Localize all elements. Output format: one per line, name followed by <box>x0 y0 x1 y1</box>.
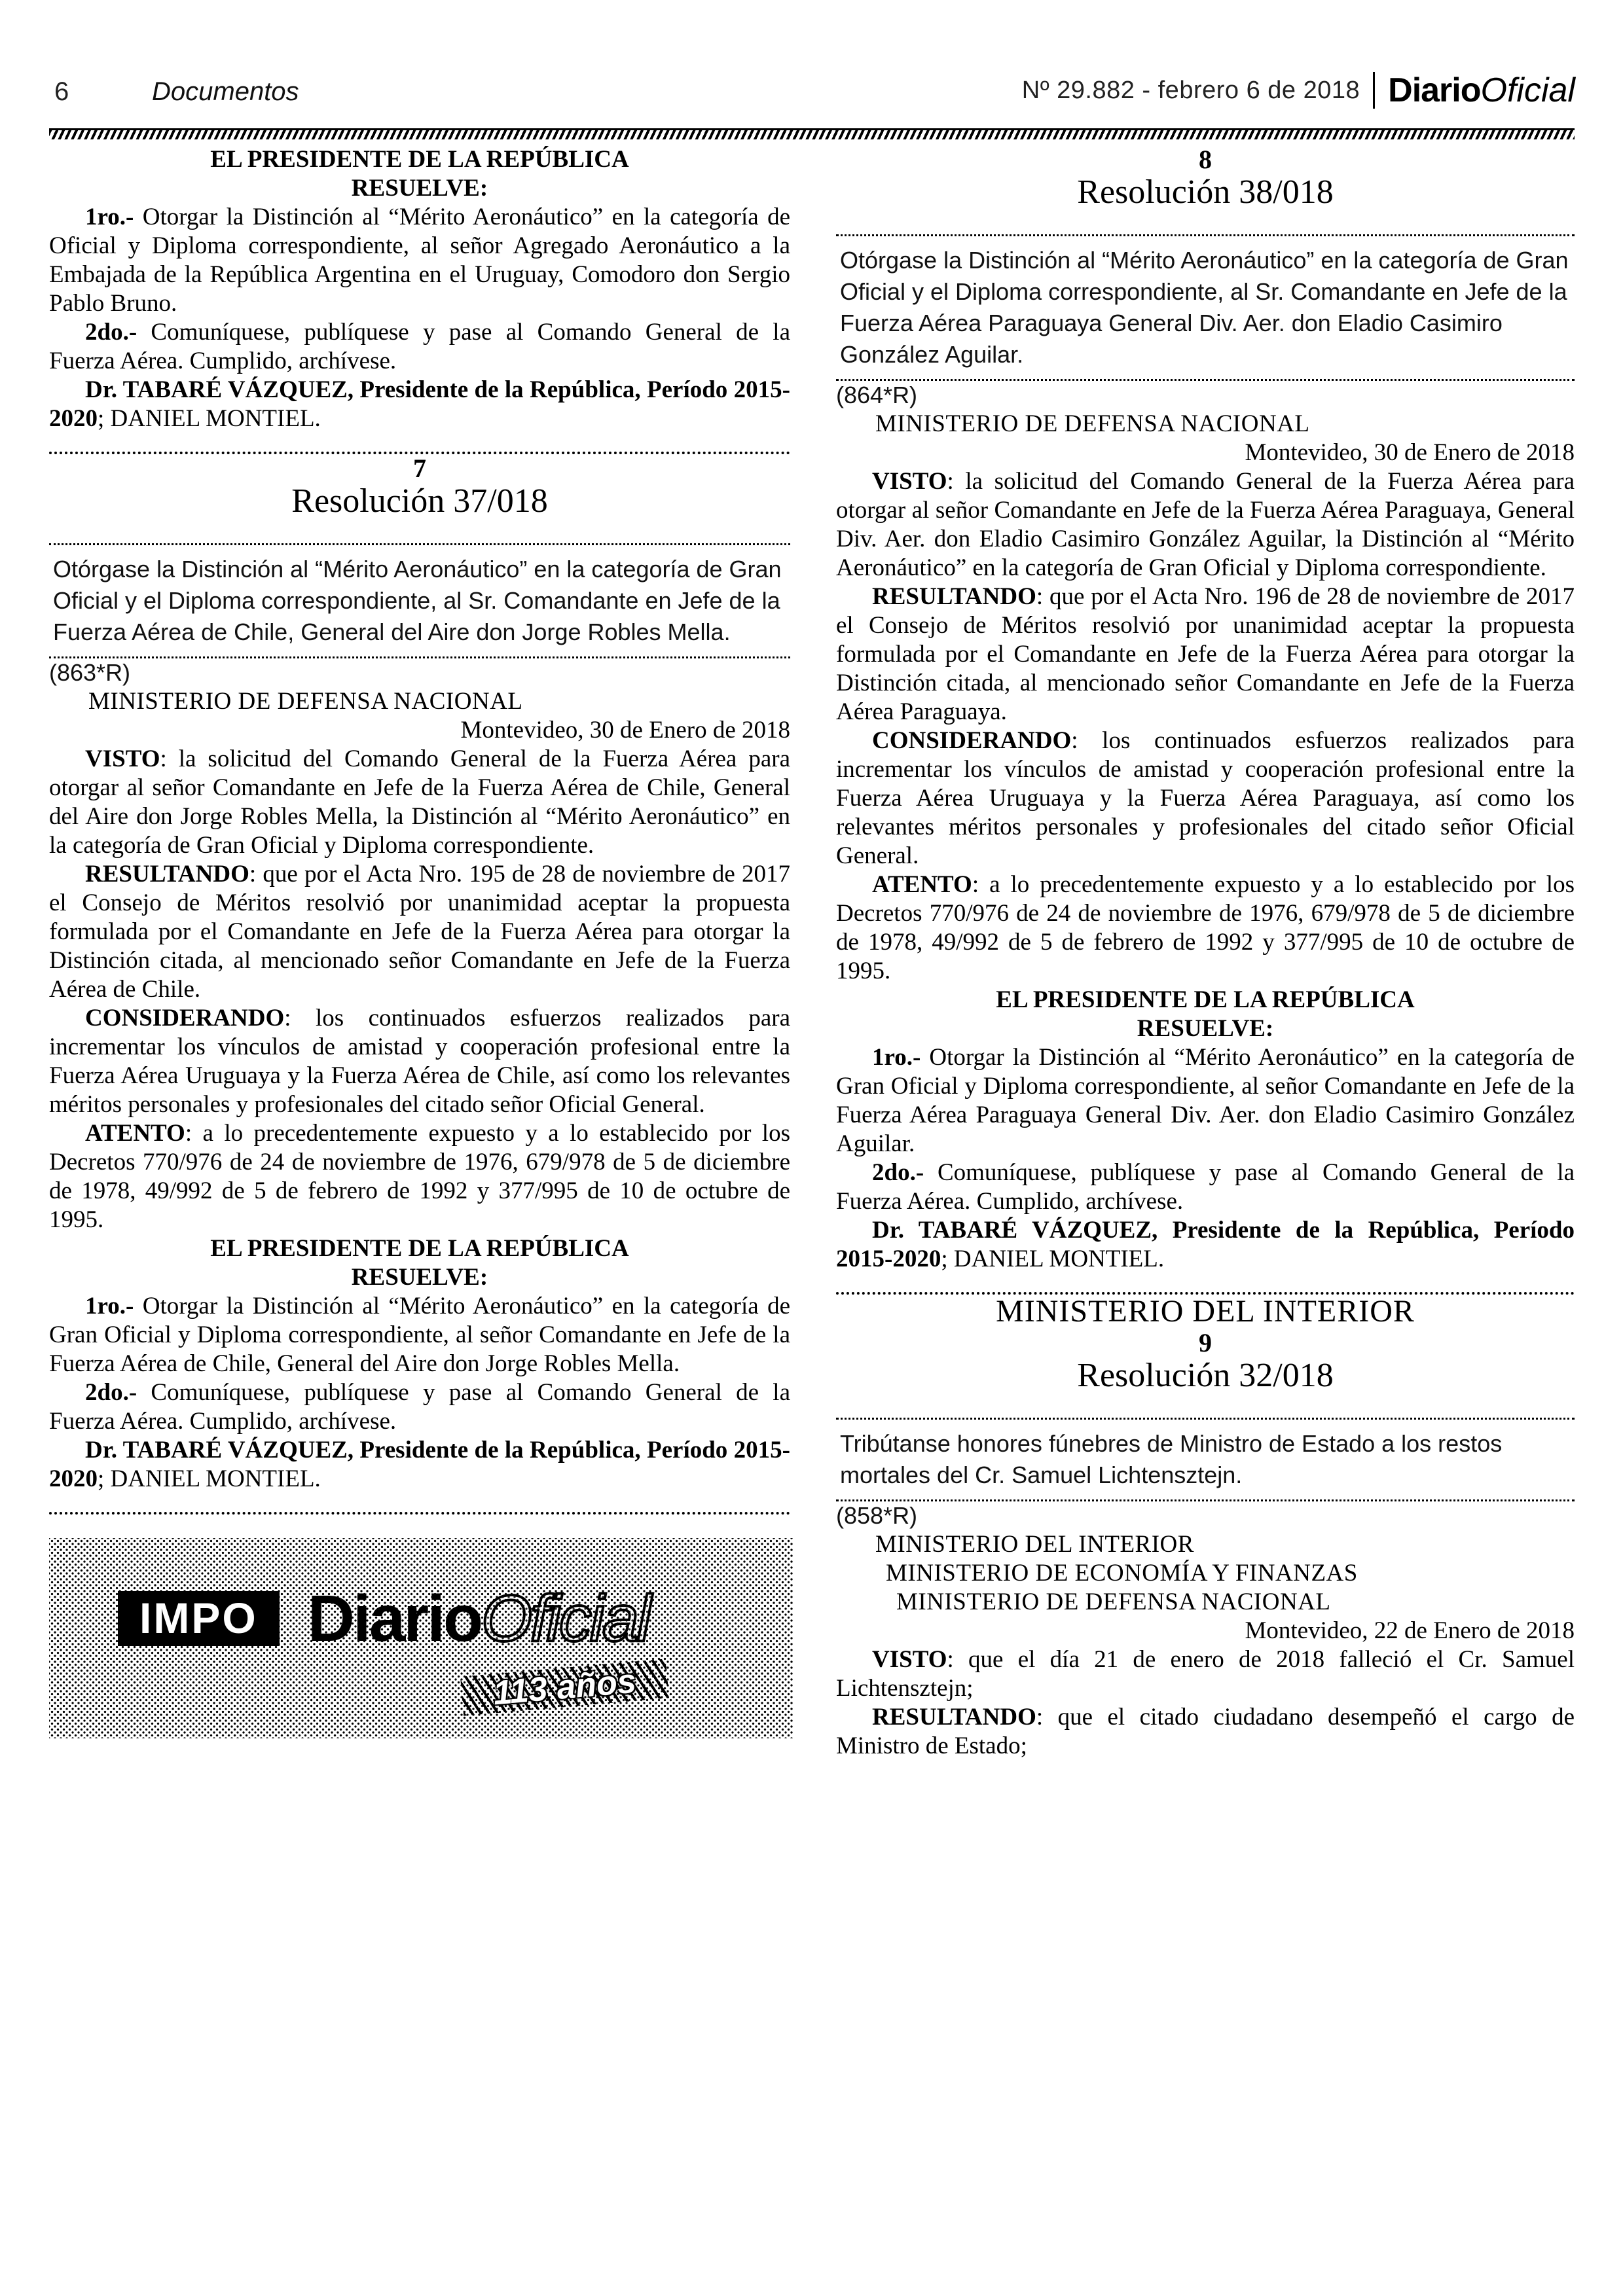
paragraph-text: Otorgar la Distinción al “Mérito Aeronáutico” en la categoría de Gran Oficial y Diploma correspondiente, al señor Comandante en Jefe de la Fuerza Aérea de Chile, General del Aire don Jorge Robles Mella. <box>49 1293 790 1377</box>
paragraph-text: : la solicitud del Comando General de la Fuerza Aérea para otorgar al señor Comandante en Jefe de la Fuerza Aérea Paraguaya, General Div. Aer. don Eladio Casimiro González Aguilar, la Distinción al “Mérito Aeronáutico” en la categoría de Gran Oficial y Diploma correspondiente. <box>836 468 1575 581</box>
paragraph-lead: 2do.- <box>85 1379 137 1406</box>
signature-bold: Dr. TABARÉ VÁZQUEZ, Presidente de la República, Período 2015-2020 <box>49 1437 790 1492</box>
resolution-number: 9 <box>1199 1328 1212 1357</box>
pres-heading: EL PRESIDENTE DE LA REPÚBLICA <box>210 1235 629 1262</box>
ad-anniversary: 113 años <box>460 1659 669 1715</box>
reference-code: (864*R) <box>836 382 918 408</box>
paragraph-lead: 2do.- <box>85 319 137 346</box>
resultando-paragraph <box>49 860 790 1004</box>
issue-info: Nº 29.882 - febrero 6 de 2018 <box>1021 76 1360 104</box>
resolution-title: Resolución 38/018 <box>1077 173 1334 211</box>
paragraph-lead: ATENTO <box>85 1120 185 1147</box>
atento-paragraph <box>49 1119 790 1234</box>
paragraph-lead: CONSIDERANDO <box>85 1005 285 1031</box>
page-number: 6 <box>54 77 69 106</box>
paragraph-text: Comuníquese, publíquese y pase al Comando General de la Fuerza Aérea. Cumplido, archívese. <box>49 319 790 374</box>
paragraph-lead: ATENTO <box>872 871 972 898</box>
visto-paragraph <box>836 1645 1575 1703</box>
paragraph-2do <box>49 1378 790 1436</box>
visto-paragraph <box>49 745 790 860</box>
resultando-paragraph <box>836 1703 1575 1761</box>
rope-divider <box>49 128 1575 139</box>
paragraph-text: : que el día 21 de enero de 2018 falleció el Cr. Samuel Lichtensztejn; <box>836 1646 1575 1702</box>
atento-paragraph <box>836 870 1575 986</box>
section-separator <box>49 1512 790 1515</box>
paragraph-text: Otorgar la Distinción al “Mérito Aeronáutico” en la categoría de Gran Oficial y Diploma correspondiente, al señor Comandante en Jefe de la Fuerza Aérea Paraguaya General Div. Aer. don Eladio Casimiro González Aguilar. <box>836 1044 1575 1157</box>
resolution-title: Resolución 37/018 <box>291 482 548 520</box>
paragraph-lead: 2do.- <box>872 1159 924 1186</box>
signature <box>49 376 790 433</box>
paragraph-lead: VISTO <box>872 468 947 495</box>
resuelve-heading: RESUELVE: <box>351 1264 488 1291</box>
ministry-line: MINISTERIO DE DEFENSA NACIONAL <box>88 688 523 715</box>
considerando-paragraph <box>49 1004 790 1119</box>
dateline: Montevideo, 30 de Enero de 2018 <box>460 717 790 744</box>
pres-heading: EL PRESIDENTE DE LA REPÚBLICA <box>996 986 1415 1013</box>
paragraph-1ro <box>49 1292 790 1378</box>
paragraph-text: Comuníquese, publíquese y pase al Comando General de la Fuerza Aérea. Cumplido, archívese. <box>49 1379 790 1435</box>
paragraph-text: Otorgar la Distinción al “Mérito Aeronáutico” en la categoría de Oficial y Diploma correspondiente, al señor Agregado Aeronáutico a la Embajada de la República Argentina en el Uruguay, Comodoro don Sergio Pablo Bruno. <box>49 204 790 317</box>
brand-logo <box>1388 71 1575 110</box>
paragraph-text: : que por el Acta Nro. 195 de 28 de noviembre de 2017 el Consejo de Méritos resolvió por unanimidad aceptar la propuesta formulada por el Comandante en Jefe de la Fuerza Aérea para otorgar la Distinción citada, al mencionado señor Comandante en Jefe de la Fuerza Aérea de Chile. <box>49 861 790 1003</box>
paragraph-lead: 1ro.- <box>872 1044 921 1071</box>
paragraph-text: : los continuados esfuerzos realizados para incrementar los vínculos de amistad y cooperación profesional entre la Fuerza Aérea Uruguaya y la Fuerza Aérea de Chile, así como los relevantes méritos personales y profesionales del citado señor Oficial General. <box>49 1005 790 1118</box>
dateline: Montevideo, 22 de Enero de 2018 <box>1245 1617 1575 1644</box>
brand-bold: Diario <box>1388 71 1481 109</box>
paragraph-text: : a lo precedentemente expuesto y a lo establecido por los Decretos 770/976 de 24 de noviembre de 1976, 679/978 de 5 de diciembre de 1978, 49/992 de 5 de febrero de 1992 y 377/995 de 10 de octubre de 1995. <box>49 1120 790 1233</box>
paragraph-text: : que por el Acta Nro. 196 de 28 de noviembre de 2017 el Consejo de Méritos resolvió por unanimidad aceptar la propuesta formulada por el Comandante en Jefe de la Fuerza Aérea para otorgar la Distinción citada, al mencionado señor Comandante en Jefe de la Fuerza Aérea Paraguaya. <box>836 583 1575 725</box>
resolution-summary: Otórgase la Distinción al “Mérito Aeronáutico” en la categoría de Gran Oficial y el Diploma correspondiente, al Sr. Comandante en Jefe de la Fuerza Aérea de Chile, General del Aire don Jorge Robles Mella. <box>49 543 790 658</box>
paragraph-2do <box>836 1158 1575 1216</box>
considerando-paragraph <box>836 726 1575 870</box>
paragraph-lead: RESULTANDO <box>872 583 1036 610</box>
resultando-paragraph <box>836 583 1575 726</box>
impo-logo: IMPO <box>120 1593 278 1644</box>
section-title: Documentos <box>152 77 299 106</box>
ministry-line: MINISTERIO DE DEFENSA NACIONAL <box>875 410 1310 437</box>
ad-brand-bold: Diario <box>307 1582 482 1655</box>
paragraph-text: : que el citado ciudadano desempeñó el cargo de Ministro de Estado; <box>836 1704 1575 1759</box>
ministry-line: MINISTERIO DE DEFENSA NACIONAL <box>896 1588 1331 1615</box>
visto-paragraph <box>836 467 1575 583</box>
resolution-number: 7 <box>413 454 426 483</box>
paragraph-lead: VISTO <box>85 745 160 772</box>
signature-bold: Dr. TABARÉ VÁZQUEZ, Presidente de la República, Período 2015-2020 <box>836 1217 1575 1272</box>
paragraph-lead: 1ro.- <box>85 1293 134 1319</box>
signature-bold: Dr. TABARÉ VÁZQUEZ, Presidente de la República, Período 2015-2020 <box>49 376 790 432</box>
reference-code: (863*R) <box>49 659 131 686</box>
ad-banner <box>49 1538 793 1738</box>
resolution-summary: Tribútanse honores fúnebres de Ministro de Estado a los restos mortales del Cr. Samuel Lichtensztejn. <box>836 1418 1575 1501</box>
paragraph-1ro <box>49 203 790 318</box>
ministry-line: MINISTERIO DE ECONOMÍA Y FINANZAS <box>886 1560 1358 1587</box>
right-column <box>836 145 1575 1761</box>
masthead <box>1022 71 1575 110</box>
pres-heading: EL PRESIDENTE DE LA REPÚBLICA <box>210 146 629 173</box>
paragraph-text: : a lo precedentemente expuesto y a lo establecido por los Decretos 770/976 de 24 de noviembre de 1976, 679/978 de 5 de diciembre de 1978, 49/992 de 5 de febrero de 1992 y 377/995 de 10 de octubre de 1995. <box>836 871 1575 984</box>
paragraph-lead: CONSIDERANDO <box>872 727 1072 754</box>
paragraph-1ro <box>836 1043 1575 1158</box>
signature <box>836 1216 1575 1274</box>
paragraph-text: Comuníquese, publíquese y pase al Comando General de la Fuerza Aérea. Cumplido, archívese. <box>836 1159 1575 1215</box>
signature-rest: ; DANIEL MONTIEL. <box>941 1246 1165 1272</box>
left-column <box>49 145 790 1738</box>
paragraph-lead: VISTO <box>872 1646 947 1673</box>
resolution-title: Resolución 32/018 <box>1077 1357 1334 1394</box>
signature-rest: ; DANIEL MONTIEL. <box>98 405 321 432</box>
resuelve-heading: RESUELVE: <box>351 175 488 202</box>
paragraph-lead: RESULTANDO <box>872 1704 1036 1731</box>
ministry-line: MINISTERIO DEL INTERIOR <box>875 1531 1194 1558</box>
ad-logo-row <box>120 1582 649 1655</box>
paragraph-2do <box>49 318 790 376</box>
ad-brand-italic: Oficial <box>481 1582 649 1655</box>
ad-brand <box>307 1582 649 1655</box>
dateline: Montevideo, 30 de Enero de 2018 <box>1245 439 1575 466</box>
brand-italic: Oficial <box>1480 71 1575 109</box>
masthead-divider <box>1373 72 1375 109</box>
interior-section-heading: MINISTERIO DEL INTERIOR <box>996 1294 1415 1329</box>
signature-rest: ; DANIEL MONTIEL. <box>98 1465 321 1492</box>
resolution-summary: Otórgase la Distinción al “Mérito Aeronáutico” en la categoría de Gran Oficial y el Diploma correspondiente, al Sr. Comandante en Jefe de la Fuerza Aérea Paraguaya General Div. Aer. don Eladio Casimiro González Aguilar. <box>836 234 1575 381</box>
signature <box>49 1436 790 1494</box>
paragraph-text: : los continuados esfuerzos realizados para incrementar los vínculos de amistad y cooperación profesional entre la Fuerza Aérea Uruguaya y la Fuerza Aérea Paraguaya, así como los relevantes méritos personales y profesionales del citado señor Oficial General. <box>836 727 1575 869</box>
paragraph-text: : la solicitud del Comando General de la Fuerza Aérea para otorgar al señor Comandante en Jefe de la Fuerza Aérea de Chile, General del Aire don Jorge Robles Mella, la Distinción al “Mérito Aeronáutico” en la categoría de Gran Oficial y Diploma correspondiente. <box>49 745 790 859</box>
paragraph-lead: RESULTANDO <box>85 861 249 888</box>
resolution-number: 8 <box>1199 145 1212 174</box>
paragraph-lead: 1ro.- <box>85 204 134 230</box>
resuelve-heading: RESUELVE: <box>1137 1015 1274 1042</box>
reference-code: (858*R) <box>836 1502 918 1529</box>
